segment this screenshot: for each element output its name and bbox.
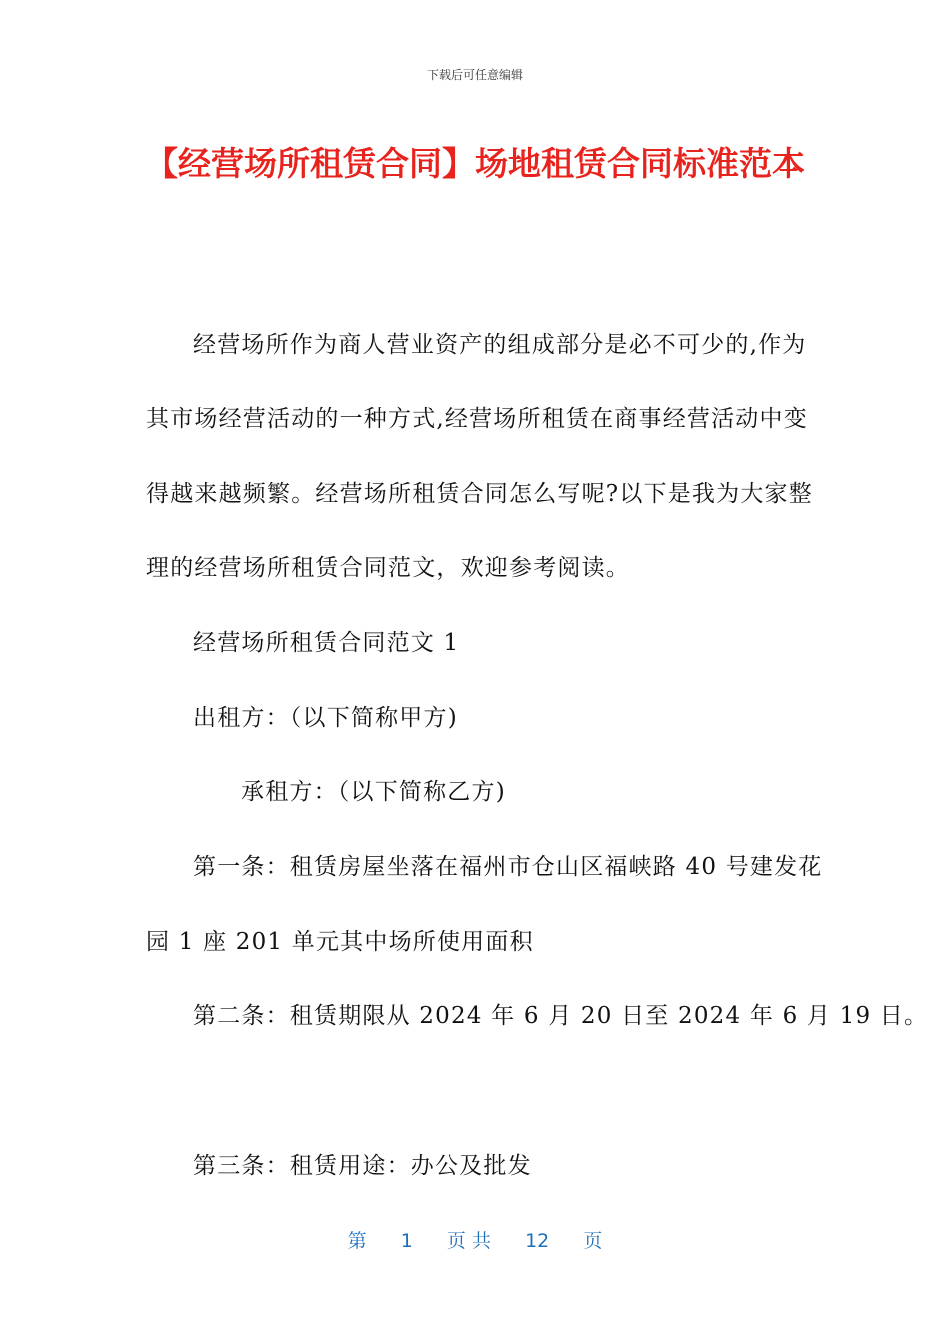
page-suffix: 页: [583, 1230, 603, 1252]
lessee-line: 承租方：（以下简称乙方): [241, 779, 506, 805]
body-line: 经营场所作为商人营业资产的组成部分是必不可少的,作为: [193, 332, 807, 358]
article-three-line: 第三条：租赁用途：办公及批发: [193, 1153, 532, 1179]
article-one-continued: 园 1 座 201 单元其中场所使用面积: [146, 929, 534, 955]
body-line: 其市场经营活动的一种方式,经营场所租赁在商事经营活动中变: [146, 406, 808, 432]
page-footer: [0, 1226, 950, 1253]
article-two-line: 第二条：租赁期限从 2024 年 6 月 20 日至 2024 年 6 月 19 日。: [193, 1003, 929, 1029]
section-heading: 经营场所租赁合同范文 1: [193, 630, 460, 656]
page-middle: 页 共: [446, 1230, 491, 1252]
body-line: 得越来越频繁。经营场所租赁合同怎么写呢?以下是我为大家整: [146, 481, 813, 507]
page-prefix: 第: [347, 1230, 367, 1252]
header-note: 下载后可任意编辑: [426, 68, 523, 82]
document-title: 【经营场所租赁合同】场地租赁合同标准范本: [145, 144, 805, 183]
article-one-line: 第一条：租赁房屋坐落在福州市仓山区福峡路 40 号建发花: [193, 854, 823, 880]
page-total: 12: [525, 1230, 550, 1252]
lessor-line: 出租方：（以下简称甲方): [193, 705, 458, 731]
body-line: 理的经营场所租赁合同范文，欢迎参考阅读。: [146, 555, 630, 581]
page-number: 1: [400, 1230, 413, 1252]
